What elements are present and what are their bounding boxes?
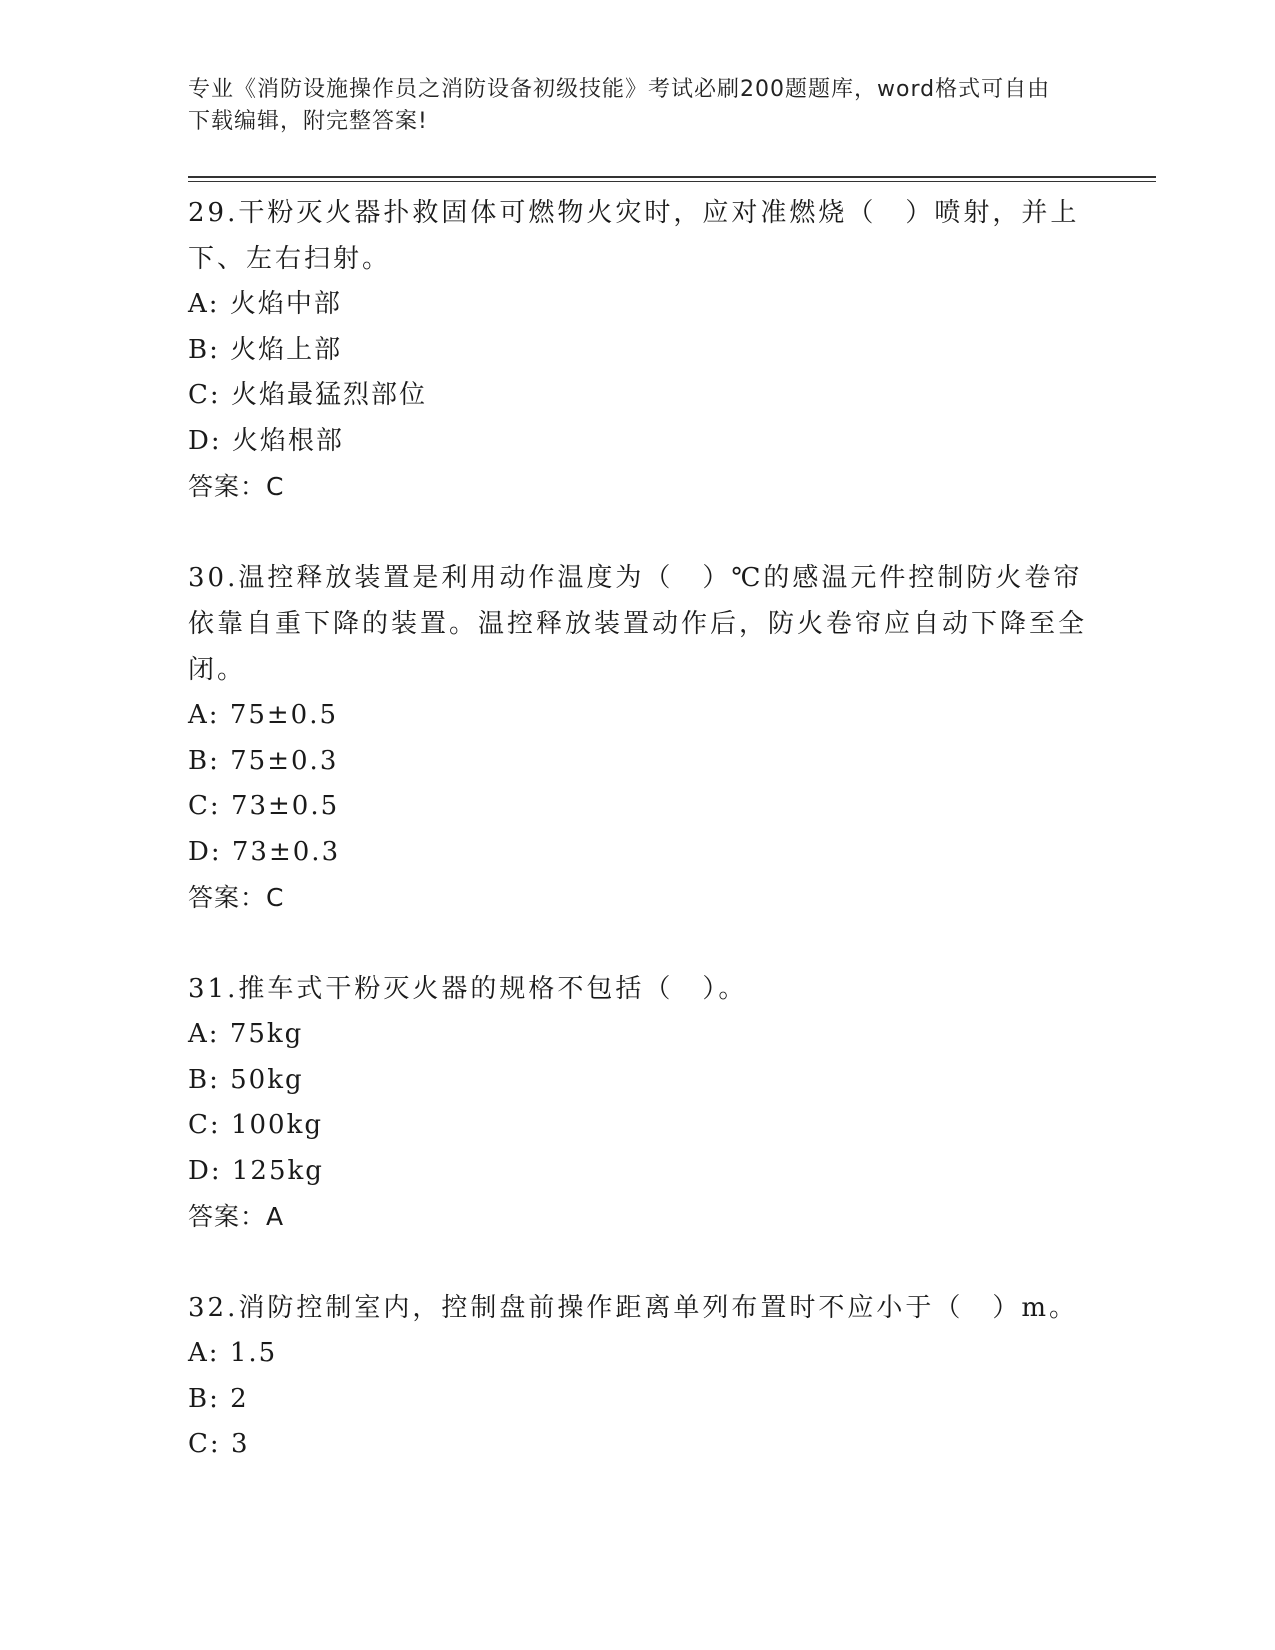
header-divider-bottom [188,181,1156,182]
option-a: A: 1.5 [188,1338,278,1368]
option-c: C: 100kg [188,1110,323,1140]
option-b: B: 50kg [188,1064,304,1095]
option-d: D: 火焰根部 [188,425,344,456]
header-divider-top [188,176,1156,178]
option-d: D: 73±0.3 [188,836,341,867]
question-32 [188,1285,1088,1468]
option-b: B: 火焰上部 [188,334,343,365]
answer-line: 答案：C [188,883,285,912]
document-header: 专业《消防设施操作员之消防设备初级技能》考试必刷200题题库，word格式可自由下载编辑，附完整答案! [188,77,1051,134]
question-29 [188,190,1088,510]
option-c: C: 73±0.5 [188,791,340,821]
answer-value: A [266,1202,285,1231]
option-a: A: 75±0.5 [188,700,339,730]
option-d: D: 125kg [188,1155,324,1186]
option-b: B: 75±0.3 [188,745,339,776]
question-stem: 30.温控释放装置是利用动作温度为（ ）℃的感温元件控制防火卷帘依靠自重下降的装置。温控释放装置动作后，防火卷帘应自动下降至全闭。 [188,563,1088,685]
option-c: C: 火焰最猛烈部位 [188,380,427,410]
question-stem: 32.消防控制室内，控制盘前操作距离单列布置时不应小于（ ）m。 [188,1293,1079,1323]
option-c: C: 3 [188,1429,250,1459]
answer-value: C [266,472,285,501]
answer-value: C [266,883,285,912]
question-list [188,190,1088,1468]
answer-line: 答案：C [188,472,285,501]
question-31 [188,966,1088,1240]
question-stem: 31.推车式干粉灭火器的规格不包括（ ）。 [188,974,748,1004]
option-b: B: 2 [188,1383,249,1414]
question-stem: 29.干粉灭火器扑救固体可燃物火灾时，应对准燃烧（ ）喷射，并上下、左右扫射。 [188,198,1080,274]
option-a: A: 75kg [188,1019,304,1049]
question-30 [188,555,1088,921]
answer-line: 答案：A [188,1202,285,1231]
option-a: A: 火焰中部 [188,289,342,319]
